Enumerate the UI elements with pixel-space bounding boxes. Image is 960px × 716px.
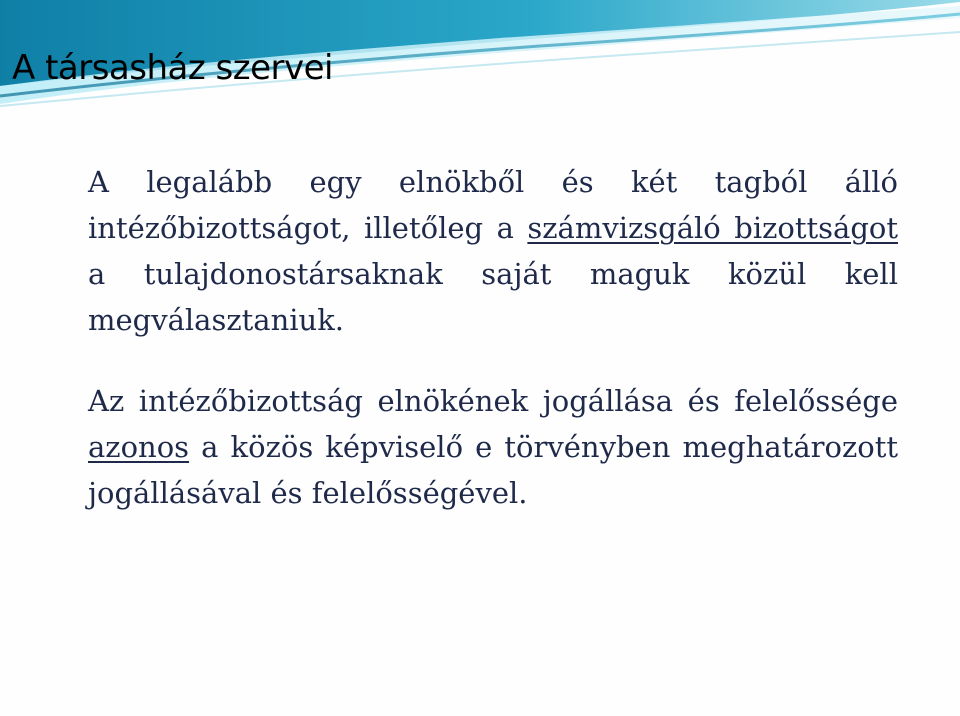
paragraph-1-text-a: A legalább egy elnökből és két tagból álló intézőbizottságot, illetőleg a: [88, 165, 898, 245]
paragraph-2-underlined-term: azonos: [88, 430, 190, 464]
paragraph-2-text-a: Az intézőbizottság elnökének jogállása és felelőssége: [88, 384, 898, 418]
paragraph-1: [88, 159, 898, 343]
slide-title: A társasház szervei: [12, 48, 333, 88]
paragraph-2: [88, 378, 898, 516]
paragraph-1-underlined-term: számvizsgáló bizottságot: [527, 211, 898, 245]
paragraph-2-text-b: a közös képviselő e törvényben meghatározott jogállásával és felelősségével.: [88, 430, 898, 510]
paragraph-1-text-b: a tulajdonostársaknak saját maguk közül kell megválasztaniuk.: [88, 257, 898, 337]
